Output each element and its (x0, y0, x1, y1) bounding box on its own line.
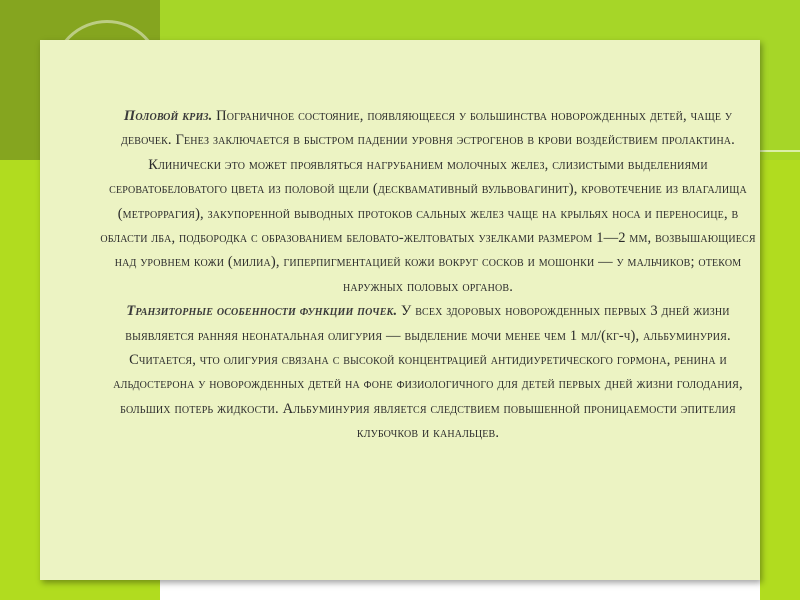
paragraph-sexual-crisis-text: Пограничное состояние, появляющееся у большинства новорожденных детей, чаще у девочек. Генез заключается в быстром падении уровня эстрогенов в крови воздействием пролактина. Клинически это может проявляться нагрубанием молочных желез, слизистыми выделениями сероватобеловатого цвета из половой щели (десквамативный вульвовагинит), кровотечение из влагалища (метроррагия), закупоренной выводных протоков сальных желез чаще на крыльях носа и переносице, в области лба, подбородка с образованием беловато-желтоватых узелками размером 1—2 мм, возвышающиеся над уровнем кожи (милиа), гиперпигментацией кожи вокруг сосков и мошонки — у мальчиков; отеком наружных половых органов. (100, 108, 756, 295)
paragraph-kidney-function-text: У всех здоровых новорожденных первых 3 дней жизни выявляется ранняя неонатальная олигурия — выделение мочи менее чем 1 мл/(кг-ч), альбуминурия. Считается, что олигурия связана с высокой концентрацией антидиуретического гормона, ренина и альдостерона у новорожденных детей на фоне физиологичного для детей первых дней жизни голодания, больших потерь жидкости. Альбуминурия является следствием повышенной проницаемости эпителия клубочков и канальцев. (113, 303, 743, 442)
paragraph-kidney-function (100, 299, 756, 445)
slide-text (100, 104, 756, 446)
term-sexual-crisis: Половой криз. (123, 108, 213, 124)
paragraph-sexual-crisis (100, 104, 756, 299)
background-right-strip-top (760, 0, 800, 160)
term-kidney-function: Транзиторные особенности функции почек. (126, 303, 398, 320)
decorative-line (760, 150, 800, 152)
